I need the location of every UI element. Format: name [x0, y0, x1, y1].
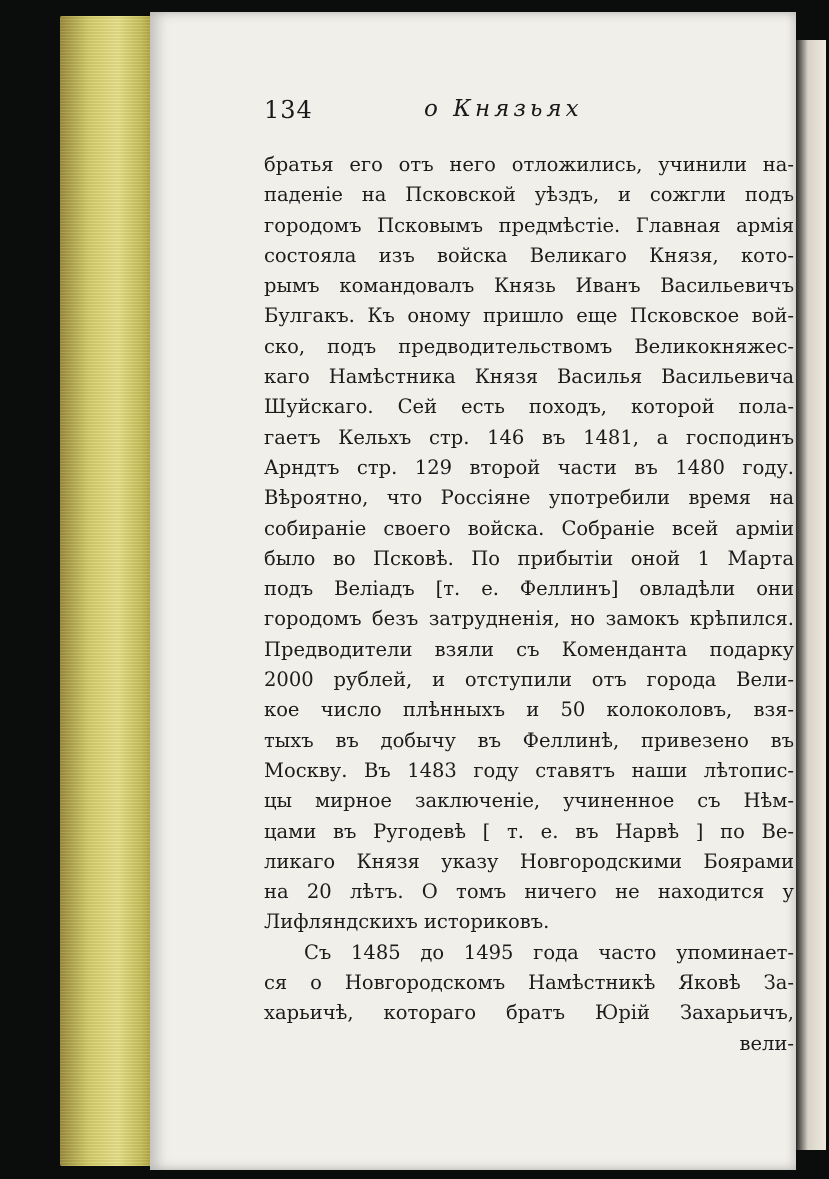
text-line: Лифляндскихъ историковъ. — [264, 910, 550, 934]
text-line: собираніе своего войска. Собраніе всей арміи — [264, 516, 794, 540]
facing-page-edge — [796, 40, 826, 1150]
text-line: вели- — [739, 1031, 794, 1055]
text-line: Вѣроятно, что Россіяне употребили время на — [264, 486, 794, 510]
text-line: ско, подъ предводительствомъ Великокняжес- — [264, 334, 794, 358]
text-line: Москву. Въ 1483 году ставятъ наши лѣтопис- — [264, 758, 794, 782]
text-line: цами въ Ругодевѣ [ т. е. въ Нарвѣ ] по Ве- — [264, 819, 794, 843]
text-line: городомъ Псковымъ предмѣстіе. Главная армія — [264, 213, 794, 237]
body-text — [264, 150, 794, 1059]
text-line: гаетъ Кельхъ стр. 146 въ 1481, а господинъ — [264, 425, 794, 449]
text-line: тыхъ въ добычу въ Феллинѣ, привезено въ — [264, 728, 794, 752]
text-line: Булгакъ. Къ оному пришло еще Псковское вой- — [264, 304, 794, 328]
page-edge — [60, 16, 156, 1166]
text-line: ся о Новгородскомъ Намѣстникѣ Яковѣ За- — [264, 971, 794, 995]
text-line: Предводители взяли съ Коменданта подарку — [264, 637, 794, 661]
text-line: на 20 лѣтъ. О томъ ничего не находится у — [264, 880, 794, 904]
page-header — [264, 96, 644, 136]
text-line: цы мирное заключеніе, учиненное съ Нѣм- — [264, 789, 794, 813]
text-line: братья его отъ него отложились, учинили на- — [264, 153, 794, 176]
text-line: паденіе на Псковской уѣздъ, и сожгли подъ — [264, 183, 794, 207]
text-line: состояла изъ войска Великаго Князя, кото- — [264, 243, 794, 267]
running-head: о Князьях — [424, 96, 583, 122]
text-line: рымъ командовалъ Князь Иванъ Васильевичъ — [264, 274, 794, 298]
text-line: каго Намѣстника Князя Василья Васильевича — [264, 365, 794, 389]
text-line: Шуйскаго. Сей есть походъ, которой пола- — [264, 395, 794, 419]
text-line: городомъ безъ затрудненія, но замокъ крѣпился. — [264, 607, 794, 631]
text-line: подъ Веліадъ [т. е. Феллинъ] овладѣли они — [264, 577, 794, 601]
text-line: ликаго Князя указу Новгородскими Боярами — [264, 849, 794, 873]
text-line: харьичѣ, котораго братъ Юрій Захарьичъ, — [264, 1001, 794, 1025]
page-number: 134 — [264, 96, 313, 124]
text-line: кое число плѣнныхъ и 50 колоколовъ, взя- — [264, 698, 794, 722]
text-line: Арндтъ стр. 129 второй части въ 1480 году. — [264, 455, 794, 479]
text-line: 2000 рублей, и отступили отъ города Вели- — [264, 668, 794, 692]
text-line: было во Псковѣ. По прибытіи оной 1 Марта — [264, 546, 794, 570]
text-line: Съ 1485 до 1495 года часто упоминает- — [304, 940, 794, 964]
